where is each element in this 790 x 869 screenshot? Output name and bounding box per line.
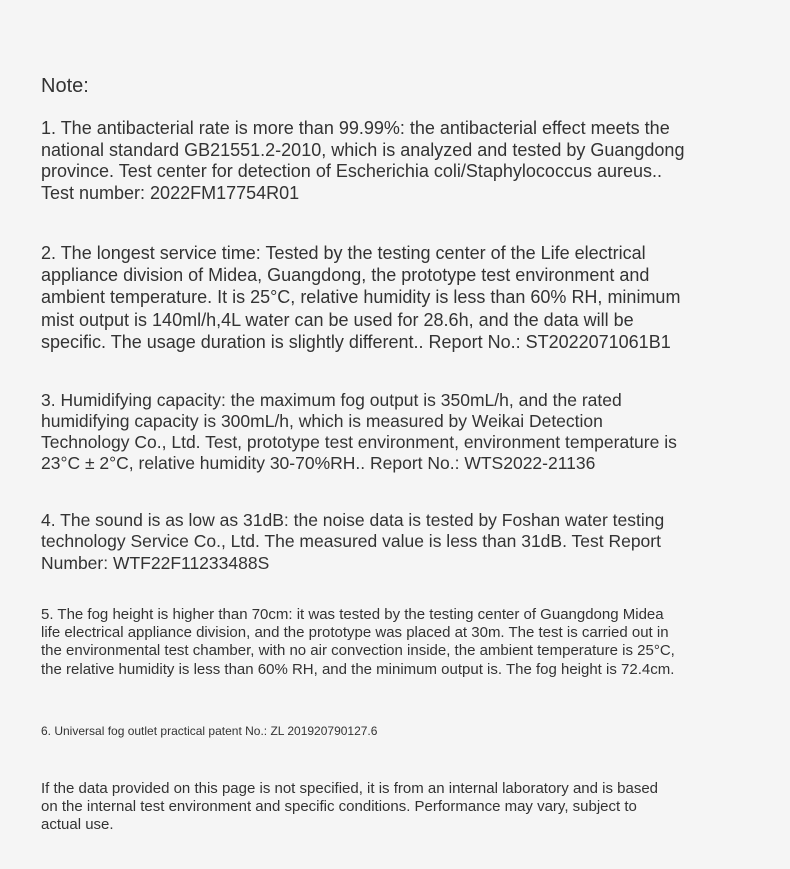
note-item-antibacterial-rate: 1. The antibacterial rate is more than 99.99%: the antibacterial effect meets the national standard GB21551.2-2010, which is analyzed and tested by Guangdong province. Test center for detection of Escherichia coli/Staphylococcus aureus.. Test number: 2022FM17754R01 [41,118,685,203]
note-title: Note: [41,75,89,97]
note-item-patent-number: 6. Universal fog outlet practical patent No.: ZL 201920790127.6 [41,724,378,738]
note-item-fog-height: 5. The fog height is higher than 70cm: it was tested by the testing center of Guangdong Midea life electrical appliance division, and the prototype was placed at 30m. The test is carried out in the environmental test chamber, with no air convection inside, the ambient temperature is 25°C, the relative humidity is less than 60% RH, and the minimum output is. The fog height is 72.4cm. [41,606,675,678]
note-item-sound-level: 4. The sound is as low as 31dB: the noise data is tested by Foshan water testing technology Service Co., Ltd. The measured value is less than 31dB. Test Report Number: WTF22F11233488S [41,510,665,573]
note-item-service-time: 2. The longest service time: Tested by the testing center of the Life electrical appliance division of Midea, Guangdong, the prototype test environment and ambient temperature. It is 25°C, relative humidity is less than 60% RH, minimum mist output is 140ml/h,4L water can be used for 28.6h, and the data will be specific. The usage duration is slightly different.. Report No.: ST2022071061B1 [41,243,681,352]
note-item-humidifying-capacity: 3. Humidifying capacity: the maximum fog output is 350mL/h, and the rated humidifying capacity is 300mL/h, which is measured by Weikai Detection Technology Co., Ltd. Test, prototype test environment, environment temperature is 23°C ± 2°C, relative humidity 30-70%RH.. Report No.: WTS2022-21136 [41,390,677,474]
footer-disclaimer: If the data provided on this page is not specified, it is from an internal laboratory and is based on the internal test environment and specific conditions. Performance may vary, subject to actual use. [41,780,659,834]
